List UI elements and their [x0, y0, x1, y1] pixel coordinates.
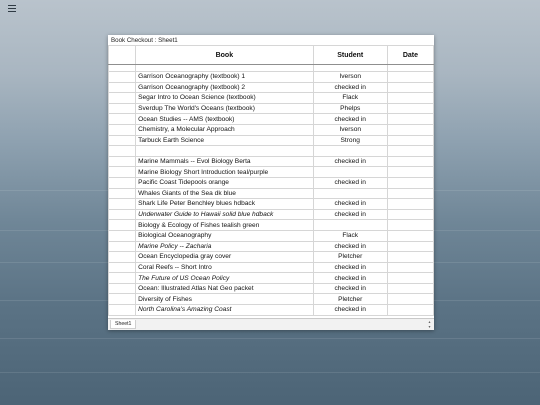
date-cell[interactable] [387, 188, 433, 199]
date-cell[interactable] [387, 124, 433, 135]
book-cell[interactable]: North Carolina's Amazing Coast [136, 305, 314, 316]
date-cell[interactable] [387, 230, 433, 241]
table-row [109, 220, 434, 231]
table-row [109, 252, 434, 263]
row-number-cell[interactable] [109, 241, 136, 252]
date-cell[interactable] [387, 305, 433, 316]
row-number-cell[interactable] [109, 283, 136, 294]
spreadsheet-window [108, 35, 434, 330]
table-row [109, 156, 434, 167]
table-row [109, 103, 434, 114]
table-row [109, 188, 434, 199]
sheet-tab-sheet1[interactable]: Sheet1 [110, 320, 136, 329]
student-cell[interactable]: Pletcher [313, 294, 387, 305]
table-row [109, 305, 434, 316]
book-table [108, 45, 434, 316]
student-cell[interactable] [313, 188, 387, 199]
table-row [109, 124, 434, 135]
book-cell[interactable]: Biological Oceanography [136, 230, 314, 241]
date-cell[interactable] [387, 241, 433, 252]
table-row [109, 135, 434, 146]
row-number-cell[interactable] [109, 124, 136, 135]
window-title: Book Checkout : Sheet1 [111, 37, 178, 44]
date-cell[interactable] [387, 82, 433, 93]
book-cell[interactable]: Segar Intro to Ocean Science (textbook) [136, 93, 314, 104]
row-number-cell[interactable] [109, 146, 136, 157]
book-cell[interactable]: Pacific Coast Tidepools orange [136, 177, 314, 188]
cell[interactable] [136, 65, 314, 72]
row-number-cell[interactable] [109, 199, 136, 210]
date-cell[interactable] [387, 273, 433, 284]
row-number-cell[interactable] [109, 294, 136, 305]
student-cell[interactable]: Iverson [313, 124, 387, 135]
row-number-cell[interactable] [109, 230, 136, 241]
table-row [109, 177, 434, 188]
table-row [109, 273, 434, 284]
cell[interactable] [387, 65, 433, 72]
date-cell[interactable] [387, 146, 433, 157]
row-number-cell[interactable] [109, 177, 136, 188]
hamburger-menu-icon[interactable] [8, 5, 16, 12]
table-row [109, 82, 434, 93]
date-cell[interactable] [387, 283, 433, 294]
date-cell[interactable] [387, 177, 433, 188]
book-cell[interactable]: Chemistry, a Molecular Approach [136, 124, 314, 135]
student-cell[interactable]: Flack [313, 93, 387, 104]
student-cell[interactable]: checked in [313, 273, 387, 284]
student-column-header[interactable]: Student [313, 46, 387, 65]
sheet-tab-bar [108, 318, 434, 330]
date-cell[interactable] [387, 167, 433, 178]
date-cell[interactable] [387, 252, 433, 263]
row-number-cell[interactable] [109, 135, 136, 146]
student-cell[interactable]: checked in [313, 156, 387, 167]
student-cell[interactable]: checked in [313, 82, 387, 93]
student-cell[interactable]: Phelps [313, 103, 387, 114]
book-cell[interactable]: Marine Mammals -- Evol Biology Berta [136, 156, 314, 167]
row-number-cell[interactable] [109, 103, 136, 114]
table-row [109, 294, 434, 305]
student-cell[interactable] [313, 220, 387, 231]
book-cell[interactable]: Underwater Guide to Hawaii solid blue hdback [136, 209, 314, 220]
student-cell[interactable]: Pletcher [313, 252, 387, 263]
date-cell[interactable] [387, 199, 433, 210]
book-cell[interactable]: Garrison Oceanography (textbook) 2 [136, 82, 314, 93]
row-number-cell[interactable] [109, 114, 136, 125]
table-row [109, 167, 434, 178]
student-cell[interactable]: checked in [313, 283, 387, 294]
row-number-cell[interactable] [109, 82, 136, 93]
table-row [109, 241, 434, 252]
row-number-cell[interactable] [109, 188, 136, 199]
table-row [109, 72, 434, 83]
student-cell[interactable]: checked in [313, 199, 387, 210]
book-cell[interactable]: Tarbuck Earth Science [136, 135, 314, 146]
student-cell[interactable]: checked in [313, 262, 387, 273]
book-cell[interactable] [136, 146, 314, 157]
student-cell[interactable]: checked in [313, 209, 387, 220]
table-row [109, 262, 434, 273]
date-cell[interactable] [387, 103, 433, 114]
book-cell[interactable]: Whales Giants of the Sea dk blue [136, 188, 314, 199]
date-cell[interactable] [387, 294, 433, 305]
book-cell[interactable]: The Future of US Ocean Policy [136, 273, 314, 284]
header-row [109, 46, 434, 65]
row-header-cell[interactable] [109, 46, 136, 65]
student-cell[interactable]: checked in [313, 305, 387, 316]
date-cell[interactable] [387, 135, 433, 146]
date-column-header[interactable]: Date [387, 46, 433, 65]
date-cell[interactable] [387, 209, 433, 220]
date-cell[interactable] [387, 262, 433, 273]
date-cell[interactable] [387, 156, 433, 167]
row-number-cell[interactable] [109, 72, 136, 83]
spacer-row [109, 65, 434, 72]
row-number-cell[interactable] [109, 252, 136, 263]
book-cell[interactable]: Coral Reefs -- Short Intro [136, 262, 314, 273]
book-cell[interactable]: Marine Biology Short Introduction teal/purple [136, 167, 314, 178]
book-cell[interactable]: Ocean Studies -- AMS (textbook) [136, 114, 314, 125]
book-cell[interactable]: Ocean: Illustrated Atlas Nat Geo packet [136, 283, 314, 294]
book-cell[interactable]: Ocean Encyclopedia gray cover [136, 252, 314, 263]
row-number-cell[interactable] [109, 167, 136, 178]
student-cell[interactable]: checked in [313, 114, 387, 125]
student-cell[interactable]: Flack [313, 230, 387, 241]
date-cell[interactable] [387, 72, 433, 83]
student-cell[interactable] [313, 167, 387, 178]
row-number-cell[interactable] [109, 156, 136, 167]
row-number-cell[interactable] [109, 93, 136, 104]
row-number-cell[interactable] [109, 209, 136, 220]
cell[interactable] [313, 65, 387, 72]
row-number-cell[interactable] [109, 220, 136, 231]
table-row [109, 283, 434, 294]
book-cell[interactable]: Shark Life Peter Benchley blues hdback [136, 199, 314, 210]
student-cell[interactable]: Strong [313, 135, 387, 146]
spreadsheet-grid[interactable] [108, 45, 434, 330]
row-number-cell[interactable] [109, 305, 136, 316]
student-cell[interactable] [313, 146, 387, 157]
table-row [109, 93, 434, 104]
date-cell[interactable] [387, 220, 433, 231]
row-number-cell[interactable] [109, 262, 136, 273]
book-cell[interactable]: Garrison Oceanography (textbook) 1 [136, 72, 314, 83]
table-row [109, 114, 434, 125]
table-row [109, 230, 434, 241]
table-row [109, 199, 434, 210]
book-cell[interactable]: Diversity of Fishes [136, 294, 314, 305]
table-row [109, 209, 434, 220]
table-row [109, 146, 434, 157]
date-cell[interactable] [387, 114, 433, 125]
book-cell[interactable]: Biology & Ecology of Fishes tealish green [136, 220, 314, 231]
student-cell[interactable]: checked in [313, 241, 387, 252]
scroll-arrows-icon[interactable]: ▴ ▾ [428, 319, 431, 329]
cell[interactable] [109, 65, 136, 72]
student-cell[interactable]: Iverson [313, 72, 387, 83]
book-cell[interactable]: Sverdup The World's Oceans (textbook) [136, 103, 314, 114]
row-number-cell[interactable] [109, 273, 136, 284]
book-column-header[interactable]: Book [136, 46, 314, 65]
student-cell[interactable]: checked in [313, 177, 387, 188]
date-cell[interactable] [387, 93, 433, 104]
book-cell[interactable]: Marine Policy -- Zacharia [136, 241, 314, 252]
